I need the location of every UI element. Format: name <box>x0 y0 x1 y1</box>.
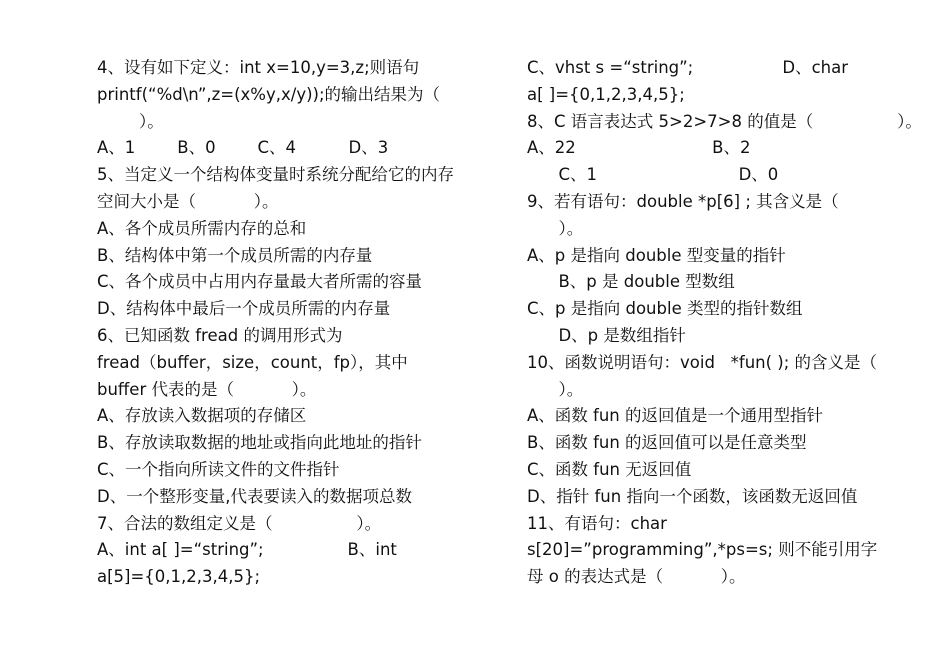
q4-stem-line-3: ）。 <box>97 111 164 131</box>
q8-options-ab: A、22 B、2 <box>527 138 751 158</box>
q9-option-a: A、p 是指向 double 型变量的指针 <box>527 245 786 265</box>
q9-option-c: C、p 是指向 double 类型的指针数组 <box>527 299 803 319</box>
q10-option-b: B、函数 fun 的返回值可以是任意类型 <box>527 433 807 453</box>
q8-stem: 8、C 语言表达式 5>2>7>8 的值是（ ）。 <box>527 111 922 131</box>
q9-stem-line-2: ）。 <box>527 218 584 238</box>
q6-option-c: C、一个指向所读文件的文件指针 <box>97 459 340 479</box>
q6-stem-line-2: fread（buffer，size，count，fp），其中 <box>97 352 408 372</box>
q9-stem-line-1: 9、若有语句：double *p[6] ; 其含义是（ <box>527 191 839 211</box>
q10-option-c: C、函数 fun 无返回值 <box>527 459 692 479</box>
q5-option-c: C、各个成员中占用内存量最大者所需的容量 <box>97 272 423 292</box>
q7-options-ab-cont: a[5]={0,1,2,3,4,5}; <box>97 567 261 587</box>
q6-option-a: A、存放读入数据项的存储区 <box>97 406 307 426</box>
q9-option-b: B、p 是 double 型数组 <box>527 272 735 292</box>
q10-stem-line-2: ）。 <box>527 379 584 399</box>
q5-option-b: B、结构体中第一个成员所需的内存量 <box>97 245 373 265</box>
q6-stem-line-1: 6、已知函数 fread 的调用形式为 <box>97 325 343 345</box>
q7-options-cd-cont: a[ ]={0,1,2,3,4,5}; <box>527 84 685 104</box>
q5-stem-line-2: 空间大小是（ ）。 <box>97 191 279 211</box>
q4-options: A、1 B、0 C、4 D、3 <box>97 138 389 158</box>
q5-option-a: A、各个成员所需内存的总和 <box>97 218 307 238</box>
right-column <box>527 55 937 591</box>
q7-options-cd: C、vhst s =“string”; D、char <box>527 58 849 77</box>
q10-stem-line-1: 10、函数说明语句：void *fun( ); 的含义是（ <box>527 352 878 372</box>
q4-stem-line-2: printf(“%d\n”,z=(x%y,x/y));的输出结果为（ <box>97 84 441 104</box>
q6-stem-line-3: buffer 代表的是（ ）。 <box>97 379 317 399</box>
q7-options-ab: A、int a[ ]=“string”; B、int <box>97 540 397 560</box>
q10-option-a: A、函数 fun 的返回值是一个通用型指针 <box>527 406 824 426</box>
q4-stem-line-1: 4、设有如下定义：int x=10,y=3,z;则语句 <box>97 58 420 77</box>
q6-option-b: B、存放读取数据的地址或指向此地址的指针 <box>97 433 422 453</box>
q9-option-d: D、p 是数组指针 <box>527 325 686 345</box>
q6-option-d: D、一个整形变量,代表要读入的数据项总数 <box>97 486 412 506</box>
q8-options-cd: C、1 D、0 <box>527 165 779 185</box>
q11-stem-line-1: 11、有语句：char <box>527 513 667 533</box>
q5-stem-line-1: 5、当定义一个结构体变量时系统分配给它的内存 <box>97 165 454 185</box>
q10-option-d: D、指针 fun 指向一个函数，该函数无返回值 <box>527 486 858 506</box>
q5-option-d: D、结构体中最后一个成员所需的内存量 <box>97 299 391 319</box>
q7-stem: 7、合法的数组定义是（ ）。 <box>97 513 382 533</box>
q11-stem-line-3: 母 o 的表达式是（ ）。 <box>527 567 746 587</box>
q11-stem-line-2: s[20]=”programming”,*ps=s; 则不能引用字 <box>527 540 878 560</box>
left-column <box>97 55 492 591</box>
